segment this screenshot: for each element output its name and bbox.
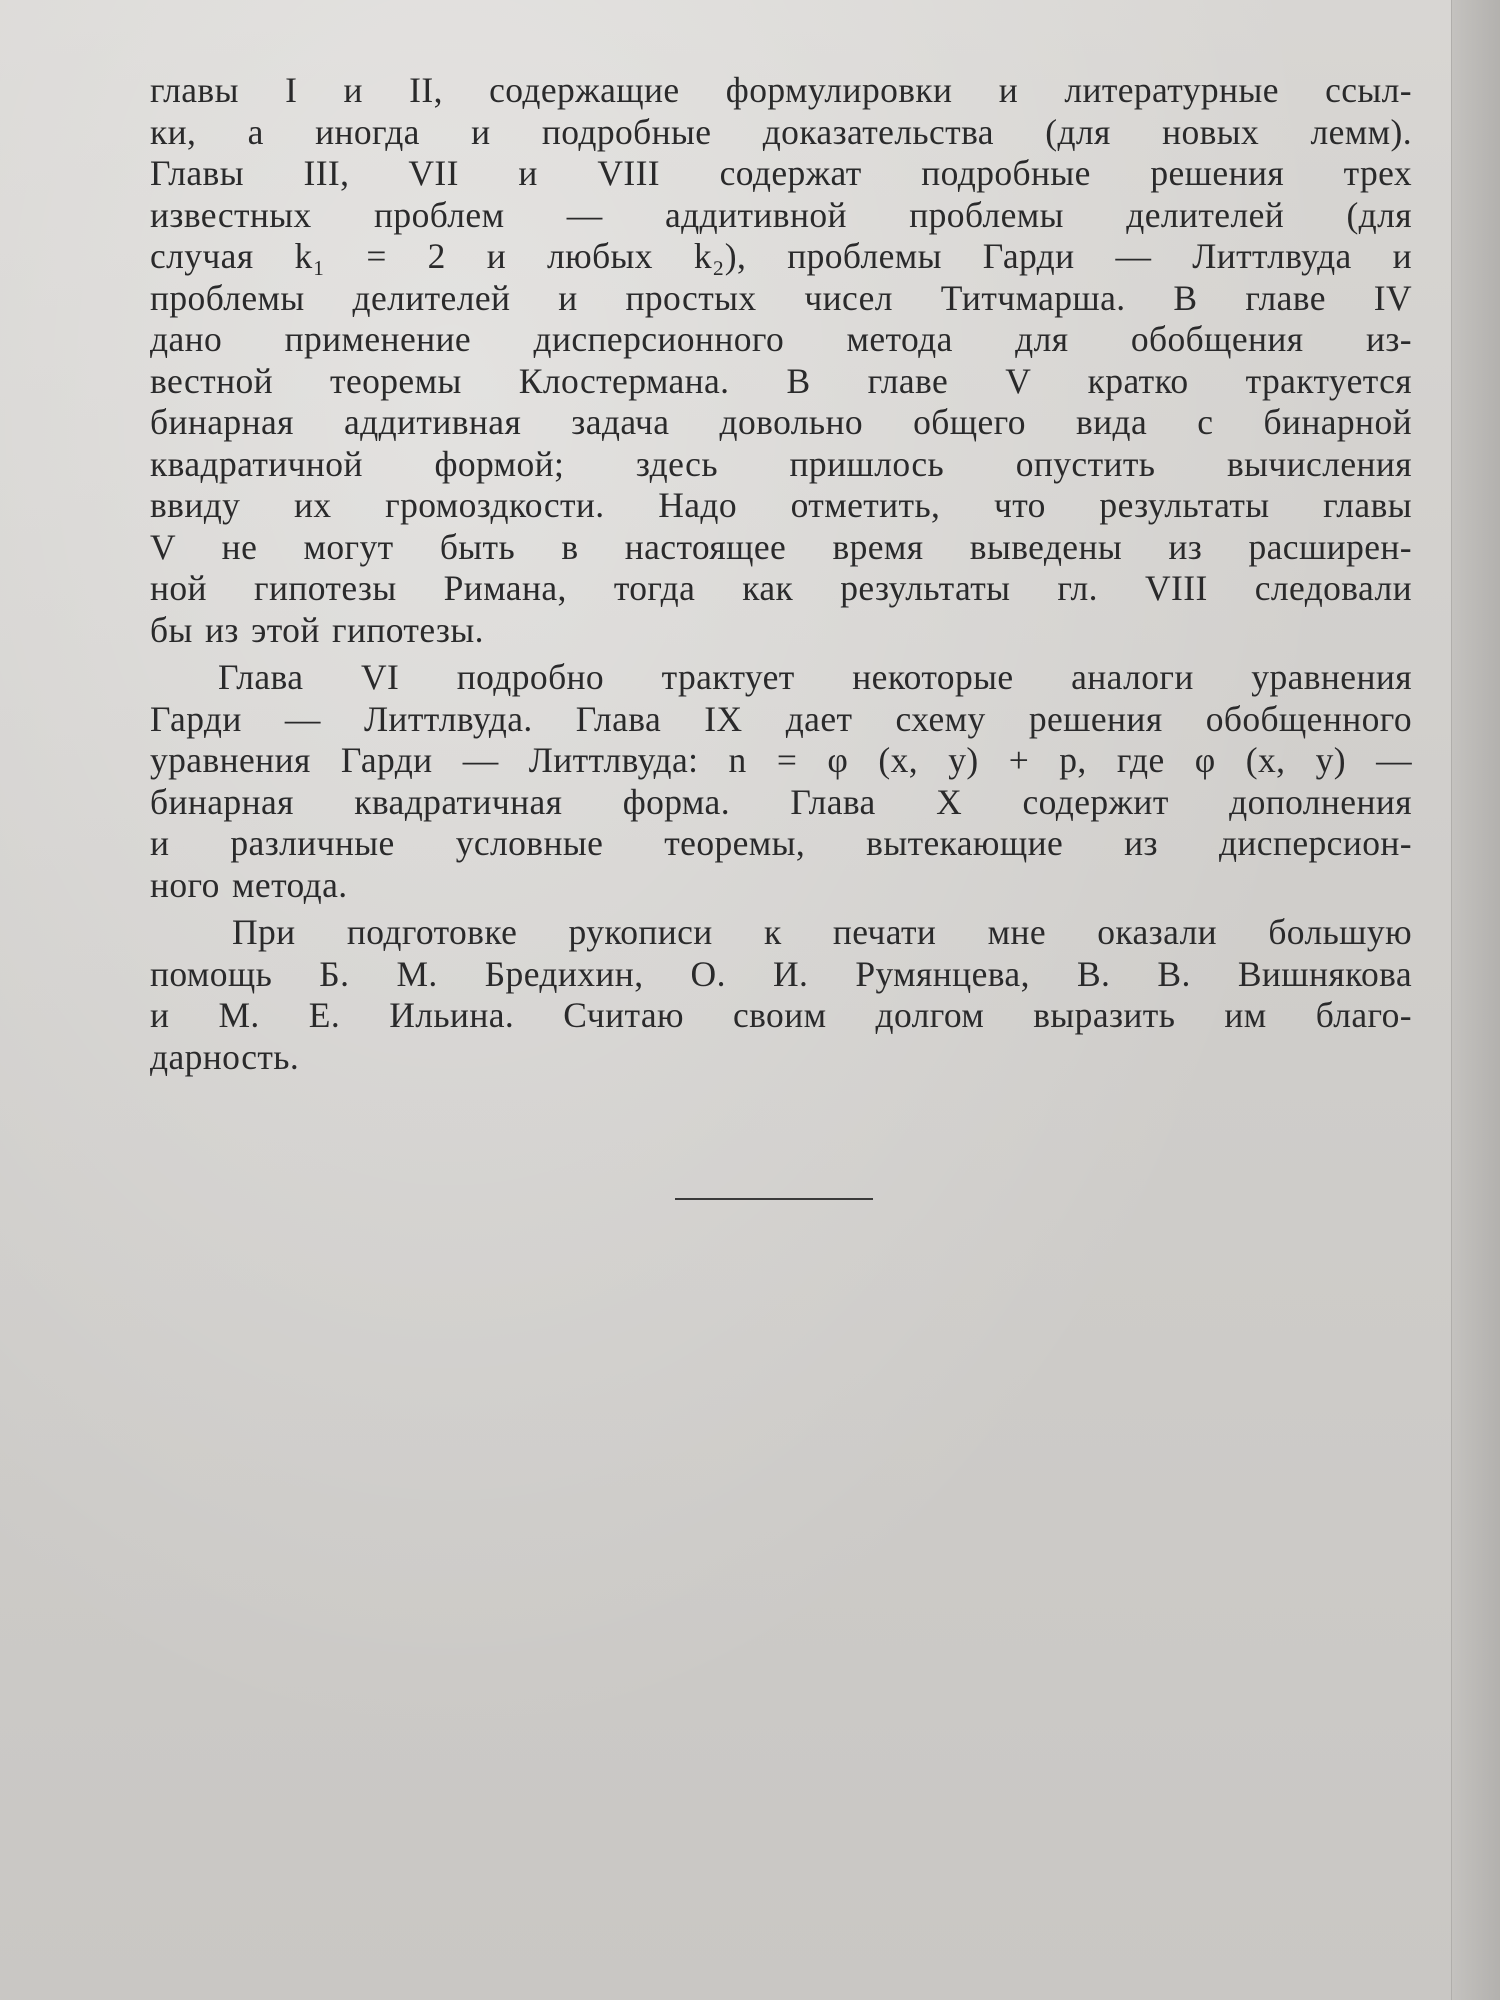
text-line: ного метода.	[150, 864, 348, 905]
text-line: бинарная аддитивная задача довольно общего вида с бинарной	[150, 402, 1412, 442]
text-line: ки, а иногда и подробные доказательства (для новых лемм).	[150, 111, 1412, 152]
text-line: проблемы делителей и простых чисел Титчмарша. В главе IV	[150, 277, 1412, 318]
text-line: уравнения Гарди — Литтлвуда: n = φ (x, y) + p, где φ (x, y) —	[150, 740, 1412, 780]
text-line: главы I и II, содержащие формулировки и литературные ссыл-	[150, 70, 1412, 110]
paragraph-chapter-six	[150, 657, 1412, 906]
text-line: бы из этой гипотезы.	[150, 609, 484, 650]
text-line: вестной теоремы Клостермана. В главе V кратко трактуется	[150, 360, 1412, 401]
text-line: ввиду их громоздкости. Надо отметить, что результаты главы	[150, 485, 1412, 525]
text-line: бинарная квадратичная форма. Глава X содержит дополнения	[150, 781, 1412, 822]
text-line: случая k₁ = 2 и любых k₂), проблемы Гарди — Литтлвуда и	[150, 236, 1412, 276]
section-divider-rule	[675, 1198, 873, 1200]
text-line: Гарди — Литтлвуда. Глава IX дает схему решения обобщенного	[150, 698, 1412, 739]
paragraph-chapters-overview	[150, 70, 1412, 651]
text-line: ной гипотезы Римана, тогда как результаты гл. VIII следовали	[150, 568, 1412, 608]
text-line: и различные условные теоремы, вытекающие из дисперсион-	[150, 823, 1412, 863]
text-line: и М. Е. Ильина. Считаю своим долгом выразить им благо-	[150, 995, 1412, 1035]
text-line: При подготовке рукописи к печати мне оказали большую	[232, 912, 1412, 952]
text-line: дарность.	[150, 1036, 300, 1077]
body-text	[150, 70, 1412, 1078]
text-line: известных проблем — аддитивной проблемы делителей (для	[150, 194, 1412, 235]
paragraph-acknowledgements	[150, 912, 1412, 1078]
text-line: Главы III, VII и VIII содержат подробные решения трех	[150, 153, 1412, 193]
text-line: V не могут быть в настоящее время выведены из расширен-	[150, 526, 1412, 567]
text-line: помощь Б. М. Бредихин, О. И. Румянцева, В. В. Вишнякова	[150, 953, 1412, 994]
text-line: квадратичной формой; здесь пришлось опустить вычисления	[150, 443, 1412, 484]
page-edge	[1451, 0, 1500, 2000]
text-line: дано применение дисперсионного метода для обобщения из-	[150, 319, 1412, 359]
text-line: Глава VI подробно трактует некоторые аналоги уравнения	[218, 657, 1412, 697]
